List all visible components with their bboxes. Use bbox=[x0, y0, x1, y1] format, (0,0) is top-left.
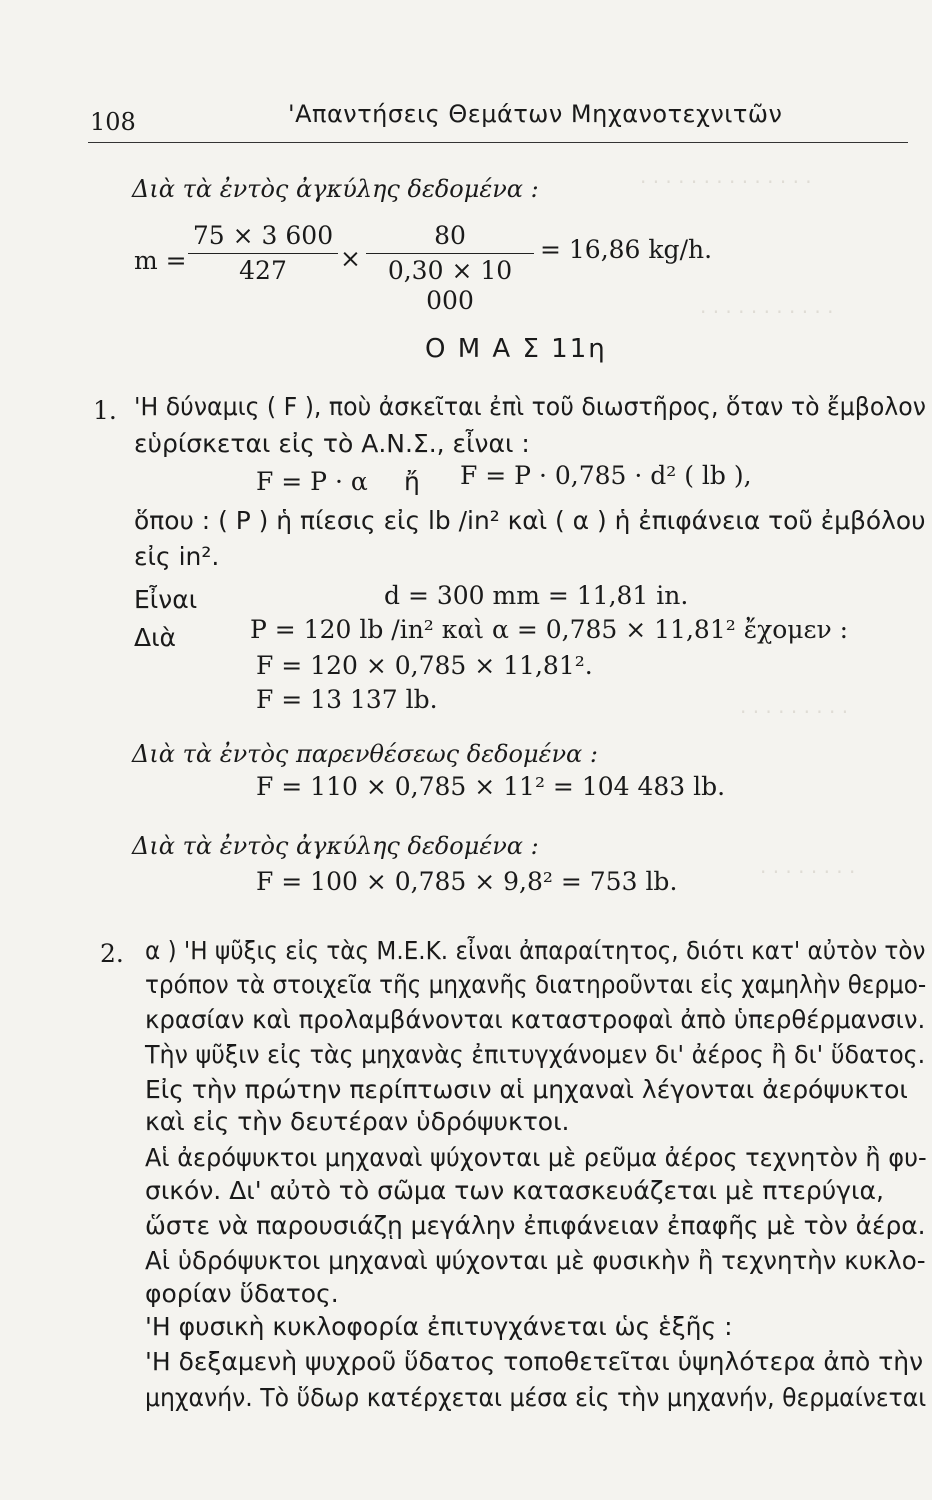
q2-line: ὥστε νὰ παρουσιάζῃ μεγάλην ἐπιφάνειαν ἐπαφῆς μὲ τὸν ἀέρα. bbox=[145, 1211, 926, 1240]
q1-line: εἰς in². bbox=[134, 542, 220, 571]
fraction-2-denominator: 0,30 × 10 000 bbox=[387, 256, 513, 315]
paren-calc: F = 110 × 0,785 × 11² = 104 483 lb. bbox=[256, 772, 726, 801]
fraction-1 bbox=[188, 221, 338, 286]
q1-number: 1. bbox=[93, 396, 117, 425]
paren-data-heading: Διὰ τὰ ἐντὸς παρενθέσεως δεδομένα : bbox=[132, 740, 598, 768]
q2-number: 2. bbox=[100, 939, 124, 968]
q1-formula-b: F = P · 0,785 · d² ( lb ), bbox=[460, 461, 752, 490]
q1-formula-or: ἤ bbox=[404, 467, 420, 496]
q1-einai-value: d = 300 mm = 11,81 in. bbox=[384, 581, 689, 610]
q2-line: καὶ εἰς τὴν δευτέραν ὑδρόψυκτοι. bbox=[145, 1107, 570, 1136]
bracket-calc: F = 100 × 0,785 × 9,8² = 753 lb. bbox=[256, 867, 678, 896]
page-number: 108 bbox=[90, 108, 136, 136]
running-title: 'Απαντήσεις Θεμάτων Μηχανοτεχνιτῶν bbox=[288, 100, 783, 128]
q2-line: κρασίαν καὶ προλαμβάνονται καταστροφαὶ ἀπὸ ὑπερθέρμανσιν. bbox=[145, 1005, 926, 1034]
bracket-data-heading: Διὰ τὰ ἐντὸς ἀγκύλης δεδομένα : bbox=[132, 175, 539, 203]
q2-line: Εἰς τὴν πρώτην περίπτωσιν αἱ μηχαναὶ λέγονται ἀερόψυκτοι bbox=[145, 1075, 908, 1104]
show-through-text: · · · · · · · · · bbox=[740, 700, 849, 724]
q2-line: α ) 'Η ψῦξις εἰς τὰς Μ.Ε.Κ. εἶναι ἀπαραίτητος, διότι κατ' αὐτὸν τὸν bbox=[145, 936, 926, 965]
q2-line: σικόν. Δι' αὐτὸ τὸ σῶμα των κατασκευάζεται μὲ πτερύγια, bbox=[145, 1176, 884, 1205]
times-sign: × bbox=[340, 244, 361, 273]
fraction-2 bbox=[366, 221, 534, 316]
show-through-text: · · · · · · · · · · · bbox=[700, 300, 834, 324]
q1-line: ὅπου : ( P ) ἡ πίεσις εἰς lb /in² καὶ ( α ) ἡ ἐπιφάνεια τοῦ ἐμβόλου bbox=[134, 506, 926, 535]
q2-line: Αἱ ἀερόψυκτοι μηχαναὶ ψύχονται μὲ ρεῦμα ἀέρος τεχνητὸν ἢ φυ- bbox=[145, 1143, 927, 1172]
fraction-2-numerator: 80 bbox=[434, 221, 466, 250]
q1-line: εὑρίσκεται εἰς τὸ Α.Ν.Σ., εἶναι : bbox=[134, 429, 530, 458]
q2-line: τρόπον τὰ στοιχεῖα τῆς μηχανῆς διατηροῦνται εἰς χαμηλὴν θερμο- bbox=[145, 970, 927, 999]
show-through-text: · · · · · · · · · · · · · · bbox=[640, 170, 812, 194]
q1-dia-label: Διὰ bbox=[134, 623, 177, 652]
fraction-1-numerator: 75 × 3 600 bbox=[192, 221, 334, 250]
q2-line: Αἱ ὑδρόψυκτοι μηχαναὶ ψύχονται μὲ φυσικὴν ἢ τεχνητὴν κυκλο- bbox=[145, 1246, 926, 1275]
fraction-bar bbox=[188, 253, 338, 254]
header-rule bbox=[88, 142, 908, 143]
q2-line: Τὴν ψῦξιν εἰς τὰς μηχανὰς ἐπιτυγχάνομεν δι' ἀέρος ἢ δι' ὕδατος. bbox=[145, 1040, 926, 1069]
bracket-data-heading-2: Διὰ τὰ ἐντὸς ἀγκύλης δεδομένα : bbox=[132, 832, 539, 860]
q1-line: 'Η δύναμις ( F ), ποὺ ἀσκεῖται ἐπὶ τοῦ διωστῆρος, ὅταν τὸ ἔμβολον bbox=[134, 392, 926, 421]
q2-line: φορίαν ὕδατος. bbox=[145, 1279, 339, 1308]
show-through-text: · · · · · · · · bbox=[760, 860, 856, 884]
q2-line: 'Η φυσικὴ κυκλοφορία ἐπιτυγχάνεται ὡς ἑξῆς : bbox=[145, 1312, 733, 1341]
m-label: m = bbox=[134, 246, 187, 275]
q1-dia-value: P = 120 lb /in² καὶ α = 0,785 × 11,81² ἔχομεν : bbox=[250, 615, 849, 644]
q1-formula-a: F = P · α bbox=[256, 467, 368, 496]
q2-line: 'Η δεξαμενὴ ψυχροῦ ὕδατος τοποθετεῖται ὑψηλότερα ἀπὸ τὴν bbox=[145, 1347, 924, 1376]
fraction-1-denominator: 427 bbox=[239, 256, 287, 285]
section-title: Ο Μ Α Σ 11η bbox=[425, 334, 607, 364]
q1-calc: F = 120 × 0,785 × 11,81². bbox=[256, 651, 593, 680]
q1-einai-label: Εἶναι bbox=[134, 585, 198, 614]
q1-calc: F = 13 137 lb. bbox=[256, 685, 438, 714]
fraction-bar bbox=[366, 253, 534, 254]
q2-line: μηχανήν. Τὸ ὕδωρ κατέρχεται μέσα εἰς τὴν μηχανήν, θερμαίνεται bbox=[145, 1383, 927, 1412]
m-result: = 16,86 kg/h. bbox=[540, 235, 713, 264]
